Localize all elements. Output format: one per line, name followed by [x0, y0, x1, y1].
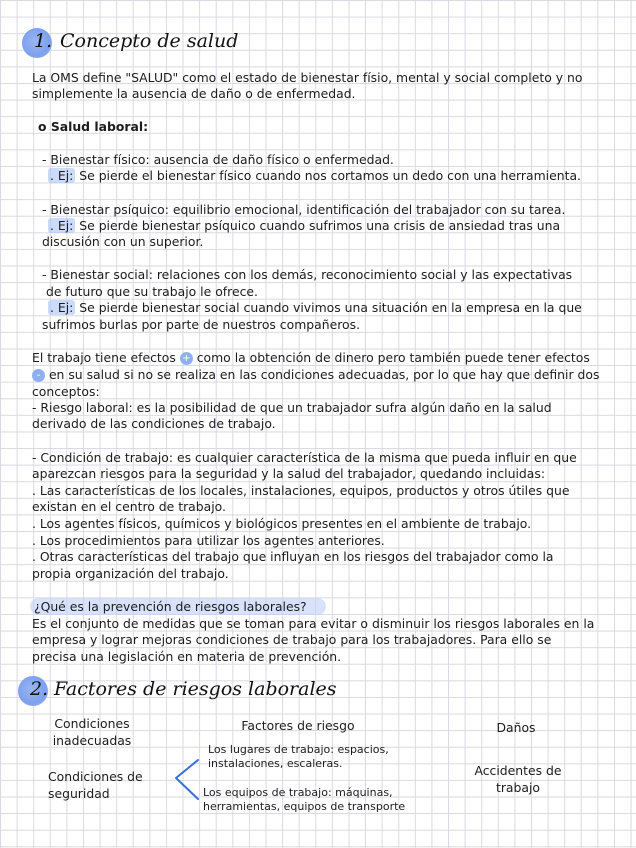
bienestar-psiquico-example — [48, 218, 560, 235]
example-label: . Ej: — [50, 300, 74, 315]
intro-line-1: La OMS define "SALUD" como el estado de bienestar físio, mental y social completo y no — [32, 70, 583, 85]
salud-laboral-heading: o Salud laboral: — [38, 119, 149, 134]
factor-lugares — [208, 743, 389, 771]
factor-line: Los lugares de trabajo: espacios, — [208, 743, 389, 756]
row-label-line: Condiciones de — [48, 769, 143, 784]
factor-line: herramientas, equipos de transporte — [203, 800, 406, 813]
col-header-danos: Daños — [496, 720, 536, 735]
col-header-line: Condiciones — [54, 716, 130, 731]
section-2-title: Factores de riesgos laborales — [54, 678, 337, 700]
riesgo-laboral-2: derivado de las condiciones de trabajo. — [32, 416, 276, 431]
riesgo-laboral-1: - Riesgo laboral: es la posibilidad de que un trabajador sufra algún daño en la salud — [32, 400, 552, 415]
row-label-condiciones-seguridad — [48, 769, 143, 802]
efectos-text-a: El trabajo tiene efectos — [32, 350, 180, 365]
efectos-line-3: conceptos: — [32, 384, 100, 399]
question-heading: ¿Qué es la prevención de riesgos laborales? — [34, 599, 307, 614]
example-text: Se pierde bienestar psíquico cuando sufrimos una crisis de ansiedad tras una — [75, 218, 561, 233]
incluida-4b: propia organización del trabajo. — [32, 566, 229, 581]
efectos-line-1 — [32, 350, 590, 367]
bienestar-social-example — [48, 300, 582, 317]
col-header-line: inadecuadas — [52, 732, 132, 748]
dano-line: trabajo — [495, 779, 541, 795]
condicion-trabajo-2: aparezcan riesgos para la seguridad y la salud del trabajador, quedando incluidas: — [32, 466, 545, 481]
row-label-line: seguridad — [48, 785, 110, 801]
incluida-1b: existan en el centro de trabajo. — [32, 499, 226, 514]
incluida-2: . Los agentes físicos, químicos y biológicos presentes en el ambiente de trabajo. — [32, 516, 532, 531]
dano-accidentes — [462, 763, 574, 796]
bracket-icon — [170, 755, 206, 805]
bienestar-psiquico-example-cont: discusión con un superior. — [42, 234, 204, 249]
answer-line-2: empresa y lograr mejoras condiciones de trabajo para los trabajadores. Para ello se — [32, 632, 552, 647]
bienestar-social-def-2: de futuro que su trabajo le ofrece. — [46, 284, 258, 299]
bienestar-psiquico-def: - Bienestar psíquico: equilibrio emocional, identificación del trabajador con su tarea. — [42, 202, 566, 217]
efectos-line-2 — [32, 367, 599, 384]
factor-line: Los equipos de trabajo: máquinas, — [203, 786, 393, 799]
incluida-3: . Los procedimientos para utilizar los agentes anteriores. — [32, 533, 385, 548]
plus-badge: + — [180, 352, 193, 365]
bienestar-social-def-1: - Bienestar social: relaciones con los demás, reconocimiento social y las expectativas — [42, 267, 573, 282]
example-text: Se pierde el bienestar físico cuando nos cortamos un dedo con una herramienta. — [75, 168, 581, 183]
bienestar-fisico-def: - Bienestar físico: ausencia de daño físico o enfermedad. — [42, 152, 394, 167]
section-1-number: 1. — [34, 30, 53, 52]
bienestar-social-example-cont: sufrimos burlas por parte de nuestros compañeros. — [42, 317, 361, 332]
efectos-text-b: como la obtención de dinero pero también puede tener efectos — [192, 350, 590, 365]
section-1-title: Concepto de salud — [60, 30, 239, 52]
answer-line-3: precisa una legislación en materia de prevención. — [32, 649, 342, 664]
condicion-trabajo-1: - Condición de trabajo: es cualquier característica de la misma que pueda influir en que — [32, 450, 577, 465]
col-header-factores: Factores de riesgo — [241, 718, 355, 733]
example-label: . Ej: — [50, 218, 74, 233]
bienestar-fisico-example — [48, 168, 581, 185]
answer-line-1: Es el conjunto de medidas que se toman para evitar o disminuir los riesgos laborales en la — [32, 616, 595, 631]
factor-equipos — [203, 786, 405, 814]
intro-line-2: simplemente la ausencia de daño o de enfermedad. — [32, 86, 356, 101]
minus-badge: - — [32, 369, 45, 382]
example-text: Se pierde bienestar social cuando vivimos una situación en la empresa en la que — [75, 300, 582, 315]
incluida-1a: . Las características de los locales, instalaciones, equipos, productos y otros útiles que — [32, 483, 570, 498]
example-label: . Ej: — [50, 168, 74, 183]
dano-line: Accidentes de — [474, 763, 562, 778]
factor-line: instalaciones, escaleras. — [208, 757, 343, 770]
efectos-text-c: en su salud si no se realiza en las condiciones adecuadas, por lo que hay que definir dos — [45, 367, 600, 382]
section-2-number: 2. — [30, 678, 49, 700]
col-header-condiciones — [40, 716, 144, 749]
incluida-4a: . Otras características del trabajo que influyan en los riesgos del trabajador como la — [32, 549, 554, 564]
